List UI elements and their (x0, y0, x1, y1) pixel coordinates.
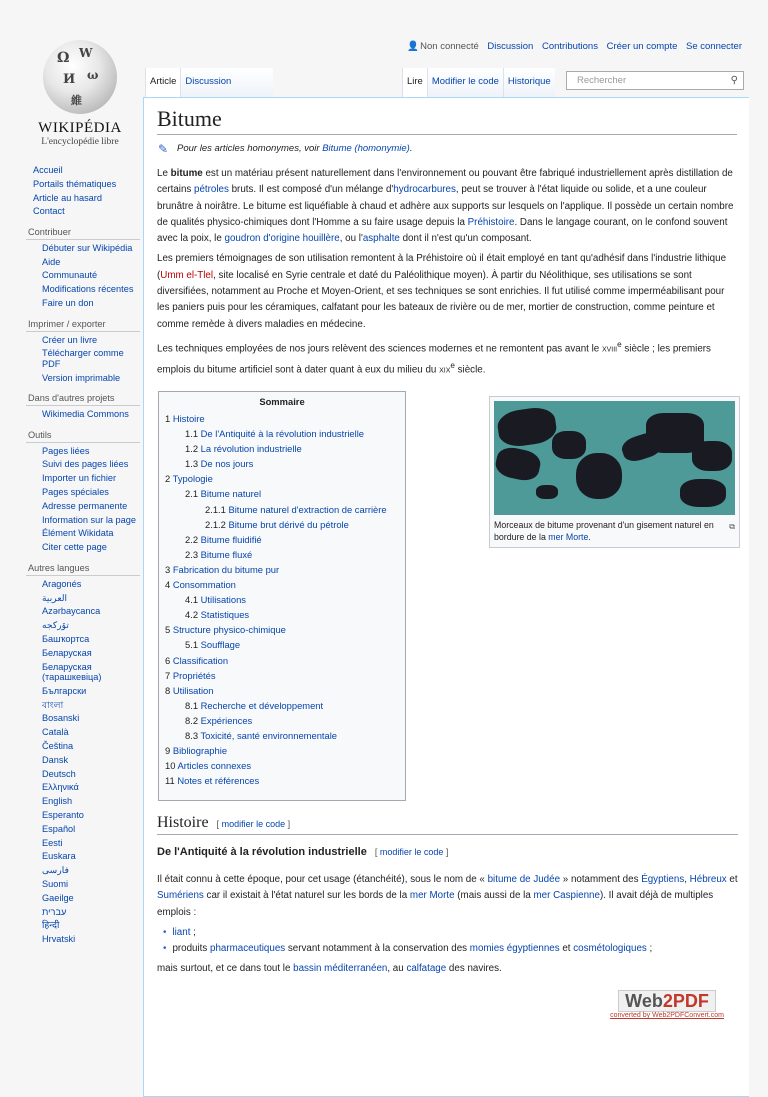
toc-number: 4.2 (185, 609, 199, 621)
sidebar-item (26, 893, 140, 904)
sidebar-item (26, 579, 140, 590)
link-umm-el-tlel[interactable]: Umm el-Tlel (160, 269, 214, 281)
uses-list (157, 925, 738, 958)
logo-tagline: L'encyclopédie libre (41, 137, 119, 147)
sidebar-link[interactable]: বাংলা (42, 699, 64, 710)
sidebar-item (26, 528, 140, 539)
sidebar-link[interactable]: Български (42, 685, 87, 696)
list-item: • produits pharmaceutiques servant notamment à la conservation des momies égyptiennes et cosmétologiques ; (163, 941, 738, 957)
search-input[interactable] (566, 71, 744, 90)
sidebar (26, 165, 140, 953)
hatnote: ✎ Pour les articles homonymes, voir Bitume (homonymie). (158, 142, 413, 156)
toc-number: 2.2 (185, 533, 199, 545)
sidebar-link[interactable]: Suivi des pages liées (42, 459, 129, 470)
toc-link[interactable]: Toxicité, santé environnementale (200, 729, 338, 741)
toc-entry[interactable] (165, 443, 399, 458)
toc-entry[interactable] (165, 745, 399, 760)
section-paragraph-1: Il était connu à cette époque, pour cet usage (étanchéité), sous le nom de « bitume de Judée » notamment des Égyptiens, Hébreux et Sumériens car il existait à l'état naturel sur les bords de la mer Morte (mais aussi de la mer Caspienne). Il avait déjà de multiples emplois : (157, 874, 738, 918)
toc-entry[interactable] (165, 413, 399, 428)
toc-link[interactable]: Bitume brut dérivé du pétrole (228, 518, 349, 530)
toc-entry[interactable] (165, 715, 399, 730)
toc-entry[interactable] (165, 760, 399, 775)
toc-number: 10 (165, 760, 176, 772)
sidebar-item (26, 796, 140, 807)
sidebar-item (26, 606, 140, 617)
toc-entry[interactable] (165, 519, 399, 534)
toc-entry[interactable] (165, 775, 399, 790)
sidebar-link[interactable]: Élément Wikidata (42, 528, 114, 539)
search-placeholder: Rechercher (577, 75, 627, 86)
search-icon[interactable]: ⚲ (730, 75, 738, 86)
toc-link[interactable]: Bitume fluidifié (200, 533, 262, 545)
tab-history[interactable]: Historique (503, 68, 555, 97)
link-calfatage[interactable]: calfatage (406, 963, 447, 975)
logo-wordmark: WIKIPÉDIA (38, 120, 122, 136)
sidebar-link[interactable]: Esperanto (42, 810, 84, 820)
toc-number: 4 (165, 579, 171, 591)
sidebar-link[interactable]: Faire un don (42, 298, 94, 309)
link-bitume-judee[interactable]: bitume de Judée (487, 874, 561, 885)
sidebar-link[interactable]: Беларуская (тарашкевіца) (42, 661, 102, 683)
sidebar-link[interactable]: Euskara (42, 851, 76, 862)
toc-link[interactable]: Soufflage (200, 639, 241, 651)
sidebar-link[interactable]: Pages spéciales (42, 487, 109, 498)
sidebar-link[interactable]: Català (42, 727, 69, 738)
sidebar-link[interactable]: हिन्दी (42, 920, 60, 931)
sidebar-item (26, 270, 140, 281)
puzzle-globe-icon: Ω W И ω 維 (43, 40, 117, 114)
sidebar-link[interactable]: Article au hasard (33, 192, 102, 203)
toc-link[interactable]: Histoire (172, 413, 205, 424)
sidebar-link[interactable]: Portails thématiques (33, 178, 117, 189)
link-goudron[interactable]: goudron d'origine houillère (224, 233, 340, 245)
link-mer-morte[interactable]: mer Morte (409, 890, 455, 902)
toc-entry[interactable] (165, 564, 399, 579)
view-tabs (402, 68, 555, 97)
sidebar-item (26, 165, 140, 176)
tab-edit[interactable]: Modifier le code (427, 68, 503, 97)
bitumen-photo[interactable] (494, 401, 735, 515)
link-liant[interactable]: liant (172, 926, 191, 938)
toc-number: 8.3 (185, 729, 199, 741)
sidebar-link[interactable]: Citer cette page (42, 542, 107, 553)
wikipedia-logo[interactable] (20, 40, 140, 158)
sidebar-link[interactable]: Suomi (42, 878, 69, 889)
toc-link[interactable]: Propriétés (172, 669, 216, 681)
toc-link[interactable]: Utilisation (172, 684, 214, 696)
tab-article[interactable]: Article (145, 68, 180, 97)
web2pdf-logo: Web2PDF (618, 990, 716, 1012)
toc-entry[interactable] (165, 488, 399, 503)
toc-number: 5 (165, 624, 171, 636)
sidebar-item (26, 593, 140, 604)
toc-title: Sommaire (259, 396, 305, 407)
login-link[interactable]: Se connecter (686, 41, 742, 52)
toc-link[interactable]: Structure physico-chimique (172, 624, 286, 636)
personal-discussion-link[interactable]: Discussion (487, 41, 534, 52)
thumbnail (489, 396, 740, 548)
sidebar-item (26, 193, 140, 204)
sidebar-group-nav (26, 165, 140, 217)
toc-link[interactable]: Bitume fluxé (200, 548, 253, 560)
link-mer-morte-caption[interactable]: mer Morte (548, 532, 589, 542)
sidebar-item (26, 501, 140, 512)
sidebar-link[interactable]: Čeština (42, 741, 74, 752)
sidebar-link[interactable]: Hrvatski (42, 934, 76, 945)
sidebar-item (26, 298, 140, 309)
toc-link[interactable]: Consommation (172, 579, 236, 591)
edit-subsection-link: [ modifier le code ] (374, 847, 449, 857)
sidebar-item (26, 446, 140, 457)
toc-number: 1.1 (185, 428, 199, 440)
toc-link[interactable]: Fabrication du bitume pur (172, 563, 280, 575)
sidebar-item (26, 782, 140, 793)
sidebar-item (26, 810, 140, 821)
link-asphalte[interactable]: asphalte (362, 233, 400, 245)
section-heading-histoire: Histoire [ modifier le code ] (157, 814, 738, 835)
toc-entry[interactable] (165, 594, 399, 609)
sidebar-item (26, 373, 140, 384)
sidebar-item (26, 335, 140, 346)
link-mer-caspienne[interactable]: mer Caspienne (533, 890, 600, 902)
sidebar-link[interactable]: Башҡортса (42, 633, 90, 644)
sidebar-item (26, 542, 140, 553)
sidebar-item (26, 487, 140, 498)
user-status: 👤Non connecté (407, 41, 479, 52)
toc-number: 6 (165, 654, 171, 666)
toc-entry[interactable] (165, 549, 399, 564)
toc-entry[interactable] (165, 624, 399, 639)
toc-number: 1 (165, 413, 171, 424)
sidebar-item (26, 851, 140, 862)
toc-number: 8.1 (185, 699, 199, 711)
sidebar-link[interactable]: Bosanski (42, 713, 80, 724)
sidebar-group-projects (26, 391, 140, 420)
page-title: Bitume (157, 106, 737, 135)
sidebar-group-contribute (26, 225, 140, 309)
sidebar-link[interactable]: Gaeilge (42, 892, 74, 903)
toc-link[interactable]: De l'Antiquité à la révolution industrielle (200, 428, 364, 440)
toc-link[interactable]: Utilisations (200, 594, 246, 606)
toc-entry[interactable] (165, 670, 399, 685)
sidebar-item (26, 920, 140, 931)
toc-link[interactable]: Classification (172, 654, 229, 666)
sidebar-link[interactable]: Information sur la page (42, 514, 136, 525)
link-hydrocarbures[interactable]: hydrocarbures (393, 184, 456, 196)
toc-number: 3 (165, 563, 171, 575)
sidebar-item (26, 257, 140, 268)
sidebar-item (26, 755, 140, 766)
toc-link[interactable]: Bibliographie (172, 745, 228, 757)
toc-number: 5.1 (185, 639, 199, 651)
namespace-tabs (145, 68, 273, 97)
thumbnail-caption: Morceaux de bitume provenant d'un gisement naturel en bordure de la mer Morte. ⧉ (494, 520, 735, 542)
toc-link[interactable]: De nos jours (200, 458, 254, 470)
toc-link[interactable]: La révolution industrielle (200, 443, 302, 455)
article-content (143, 97, 749, 1097)
toc-entry[interactable] (165, 579, 399, 594)
sidebar-group-tools (26, 428, 140, 553)
toc-link[interactable]: Notes et références (177, 775, 260, 787)
sidebar-item (26, 515, 140, 526)
sidebar-item (26, 879, 140, 890)
toc-link[interactable]: Statistiques (200, 609, 250, 621)
sidebar-link[interactable]: Dansk (42, 754, 69, 765)
toc-number: 4.1 (185, 594, 199, 606)
link-hebreux[interactable]: Hébreux (689, 874, 727, 885)
sidebar-link[interactable]: עברית (42, 906, 67, 917)
toc-number: 2 (165, 473, 171, 485)
sidebar-heading: Contribuer (26, 225, 140, 240)
sidebar-link[interactable]: Deutsch (42, 768, 76, 779)
sidebar-link[interactable]: فارسی (42, 865, 69, 876)
toc-entry[interactable] (165, 639, 399, 654)
link-bassin[interactable]: bassin méditerranéen (293, 963, 388, 975)
sidebar-heading: Autres langues (26, 561, 140, 576)
sidebar-item (26, 907, 140, 918)
sidebar-item (26, 934, 140, 945)
link-sumeriens[interactable]: Sumériens (157, 890, 204, 902)
sidebar-link[interactable]: Version imprimable (42, 372, 121, 383)
toc-number: 2.3 (185, 548, 199, 560)
list-item: • liant ; (163, 925, 738, 941)
sidebar-item (26, 741, 140, 752)
sidebar-item (26, 769, 140, 780)
sidebar-link[interactable]: Télécharger comme PDF (42, 348, 124, 369)
sidebar-link[interactable]: Modifications récentes (42, 284, 134, 295)
sidebar-heading: Dans d'autres projets (26, 391, 140, 406)
toc-link[interactable]: Expériences (200, 714, 253, 726)
sidebar-link[interactable]: Aragonés (42, 578, 82, 589)
toc-entry[interactable] (165, 655, 399, 670)
sidebar-item (26, 686, 140, 697)
toc-link[interactable]: Typologie (172, 473, 213, 485)
disambiguation-icon: ✎ (158, 142, 169, 156)
sidebar-item (26, 648, 140, 659)
section-paragraph-2: mais surtout, et ce dans tout le bassin méditerranéen, au calfatage des navires. (157, 963, 502, 975)
toc-number: 11 (165, 775, 175, 787)
sidebar-link[interactable]: Беларуская (42, 647, 92, 658)
link-pharmaceutiques[interactable]: pharmaceutiques (210, 943, 286, 955)
tab-discussion[interactable]: Discussion (180, 68, 273, 97)
create-account-link[interactable]: Créer un compte (606, 41, 678, 52)
sidebar-link[interactable]: Accueil (33, 165, 63, 175)
toc-number: 1.3 (185, 458, 199, 470)
sidebar-item (26, 727, 140, 738)
sidebar-link[interactable]: Eesti (42, 837, 63, 848)
sidebar-item (26, 662, 140, 683)
sidebar-link[interactable]: العربية (42, 592, 68, 603)
sidebar-link[interactable]: English (42, 796, 73, 807)
sidebar-group-langs (26, 561, 140, 945)
toc-link[interactable]: Bitume naturel (200, 488, 262, 500)
toc-entry[interactable] (165, 700, 399, 715)
intro-paragraph-3: Les techniques employées de nos jours relèvent des sciences modernes et ne remontent pas avant le xviii$^e$ siècle ; les premiers emplois du bitume artificiel sont à dater quant à eux du milieu du xix$^e$ siècle. (157, 339, 711, 375)
toc-link[interactable]: Recherche et développement (200, 699, 324, 711)
sidebar-link[interactable]: Créer un livre (42, 334, 98, 345)
toc-number: 8 (165, 684, 171, 696)
toc-link[interactable]: Bitume naturel d'extraction de carrière (228, 503, 387, 515)
toc-link[interactable]: Articles connexes (177, 760, 252, 772)
sidebar-link[interactable]: Azərbaycanca (42, 606, 101, 617)
toc-number: 7 (165, 669, 171, 681)
sidebar-item (26, 824, 140, 835)
sidebar-item (26, 634, 140, 645)
sidebar-link[interactable]: Pages liées (42, 445, 90, 456)
toc-entry[interactable] (165, 685, 399, 700)
sidebar-item (26, 865, 140, 876)
sidebar-group-print (26, 317, 140, 384)
link-momies[interactable]: momies égyptiennes (469, 943, 560, 955)
sidebar-item (26, 179, 140, 190)
section-body (157, 872, 738, 982)
sidebar-item (26, 700, 140, 711)
sidebar-heading: Outils (26, 428, 140, 443)
link-prehistoire[interactable]: Préhistoire (467, 216, 515, 228)
link-cosmetologiques[interactable]: cosmétologiques (573, 943, 647, 955)
sidebar-link[interactable]: Contact (33, 206, 65, 217)
sidebar-link[interactable]: Wikimedia Commons (42, 409, 129, 420)
sidebar-item (26, 713, 140, 724)
web2pdf-watermark[interactable] (594, 990, 740, 1020)
toc-number: 8.2 (185, 714, 199, 726)
hatnote-link[interactable]: Bitume (homonymie) (322, 143, 410, 154)
toc-number: 2.1.1 (205, 503, 226, 515)
toc-number: 2.1.2 (205, 518, 226, 530)
sidebar-item (26, 459, 140, 470)
sidebar-item (26, 620, 140, 631)
sidebar-link[interactable]: تۆرکجه (42, 620, 69, 631)
toc-entry[interactable] (165, 534, 399, 549)
sidebar-item (26, 838, 140, 849)
sidebar-link[interactable]: Adresse permanente (42, 500, 128, 511)
user-icon: 👤 (407, 41, 420, 52)
toc-entry[interactable] (165, 473, 399, 488)
sidebar-link[interactable]: Communauté (42, 270, 98, 281)
sidebar-heading: Imprimer / exporter (26, 317, 140, 332)
toc-entry[interactable] (165, 609, 399, 624)
sidebar-item (26, 409, 140, 420)
edit-section-link: [ modifier le code ] (216, 819, 291, 829)
intro-paragraph-2: Les premiers témoignages de son utilisation remontent à la Préhistoire où il était employé en tant qu'adhésif dans l'industrie lithique (Umm el-Tlel, site localisé en Syrie centrale et daté du Paléolithique moyen). À partir du Néolithique, ses utilisations se sont diversifiées, notamment au Proche et Moyen-Orient, et ses techniques se sont enrichies. Il fut utilisé comme imperméabilisant pour les paniers puis pour les céramiques, calfatant pour les bateaux de rivière ou de mer, mortier de construction, comme peinture et comme remède à divers maladies en médecine. (157, 253, 727, 330)
sidebar-link[interactable]: Español (42, 823, 76, 834)
enlarge-icon[interactable]: ⧉ (729, 522, 735, 531)
personal-tools (401, 41, 742, 52)
contributions-link[interactable]: Contributions (541, 41, 598, 52)
table-of-contents (158, 391, 406, 801)
sidebar-item (26, 284, 140, 295)
toc-entry[interactable] (165, 458, 399, 473)
subsection-heading-antiquite: De l'Antiquité à la révolution industrielle [ modifier le code ] (157, 846, 449, 858)
link-egyptiens[interactable]: Égyptiens (641, 874, 685, 885)
toc-entry[interactable] (165, 428, 399, 443)
link-petroles[interactable]: pétroles (194, 184, 229, 196)
sidebar-link[interactable]: Importer un fichier (42, 473, 117, 484)
web2pdf-credit: converted by Web2PDFConvert.com (610, 1012, 724, 1019)
sidebar-item (26, 473, 140, 484)
toc-entry[interactable] (165, 504, 399, 519)
sidebar-link[interactable]: Débuter sur Wikipédia (42, 242, 133, 253)
sidebar-item (26, 206, 140, 217)
sidebar-link[interactable]: Aide (42, 256, 61, 267)
sidebar-link[interactable]: Ελληνικά (42, 782, 79, 793)
toc-number: 1.2 (185, 443, 199, 455)
toc-number: 9 (165, 745, 171, 757)
toc-number: 2.1 (185, 488, 199, 500)
sidebar-item (26, 348, 140, 369)
sidebar-item (26, 243, 140, 254)
toc-entry[interactable] (165, 730, 399, 745)
tab-read[interactable]: Lire (402, 68, 427, 97)
intro-paragraph-1: Le bitume est un matériau présent naturellement dans l'environnement ou pouvant être fabriqué industriellement après distillation de certains pétroles bruts. Il est composé d'un mélange d'hydrocarbures, peut se trouver à l'état liquide ou solide, et a une couleur brunâtre à noirâtre. Le bitume est liquéfiable à chaud et adhère aux supports sur lesquels on l'applique. Il possède un certain nombre de qualités physico-chimiques dont l'Homme a su faire usage depuis la Préhistoire. Dans le langage courant, on le confond souvent avec la poix, le goudron d'origine houillère, ou l'asphalte dont il n'est qu'un composant. (157, 168, 734, 245)
